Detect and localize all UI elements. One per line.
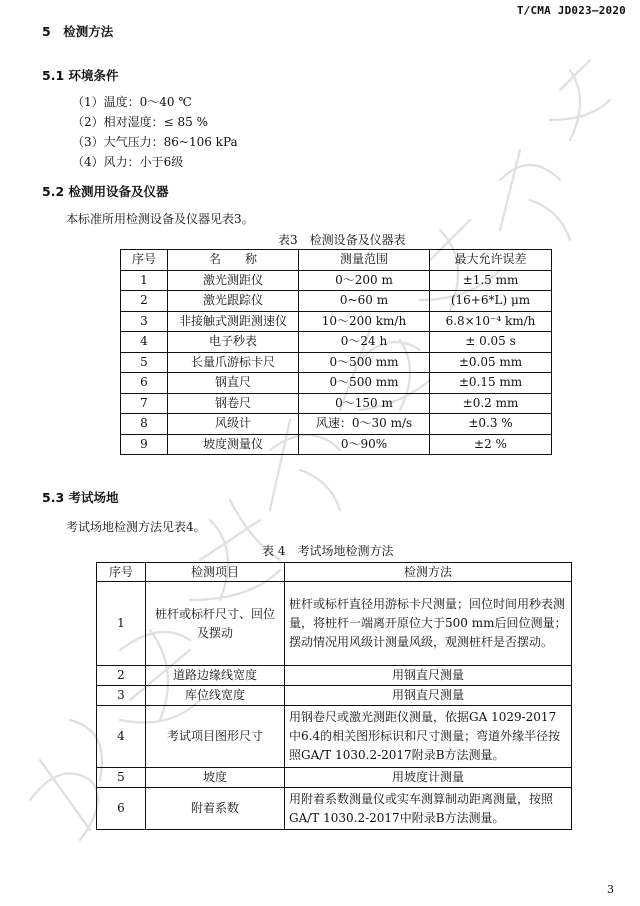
table3-caption: 表3 检测设备及仪器表	[278, 233, 406, 247]
column-header: 检测项目	[146, 563, 285, 582]
column-header: 检测方法	[285, 563, 572, 582]
page-number: 3	[607, 883, 614, 896]
table-row	[121, 311, 552, 332]
section-5-2-title: 5.2 检测用设备及仪器	[42, 184, 169, 199]
cell-range: 0～24 h	[299, 332, 430, 353]
cell-name: 钢直尺	[168, 373, 299, 394]
cell-method: 用坡度计测量	[285, 768, 572, 788]
cell-error: ±0.3 %	[430, 414, 552, 435]
section-5-1-title: 5.1 环境条件	[42, 68, 119, 83]
cell-range: 0～200 m	[299, 270, 430, 291]
cell-index: 4	[97, 706, 146, 768]
table4-caption: 表 4 考试场地检测方法	[262, 544, 394, 558]
cell-item: 附着系数	[146, 788, 285, 830]
table-header-row	[121, 250, 552, 271]
cell-range: 风速：0～30 m/s	[299, 414, 430, 435]
cell-method: 用钢直尺测量	[285, 666, 572, 686]
equipment-table	[120, 249, 552, 455]
cell-index: 9	[121, 434, 168, 455]
table-row	[121, 352, 552, 373]
table-row	[121, 373, 552, 394]
cell-index: 3	[97, 686, 146, 706]
section-5-3-intro: 考试场地检测方法见表4。	[66, 520, 206, 534]
cell-index: 4	[121, 332, 168, 353]
table-row	[121, 270, 552, 291]
table-row	[97, 582, 572, 666]
cell-range: 0~60 m	[299, 291, 430, 312]
cell-error: ±1.5 mm	[430, 270, 552, 291]
section-5-3-title: 5.3 考试场地	[42, 490, 119, 505]
cell-range: 0～500 mm	[299, 352, 430, 373]
env-item-humidity: （2）相对湿度：≤ 85 %	[72, 115, 208, 129]
cell-name: 风级计	[168, 414, 299, 435]
env-item-pressure: （3）大气压力：86~106 kPa	[72, 135, 238, 149]
cell-index: 2	[121, 291, 168, 312]
section-5-2-intro: 本标准所用检测设备及仪器见表3。	[66, 212, 254, 226]
cell-index: 2	[97, 666, 146, 686]
cell-index: 6	[97, 788, 146, 830]
table-row	[121, 393, 552, 414]
cell-index: 1	[97, 582, 146, 666]
cell-index: 5	[97, 768, 146, 788]
cell-index: 5	[121, 352, 168, 373]
cell-method: 用钢卷尺或激光测距仪测量，依据GA 1029-2017中6.4的相关图形标识和尺寸测量；弯道外缘半径按照GA/T 1030.2-2017附录B方法测量。	[285, 706, 572, 768]
cell-index: 1	[121, 270, 168, 291]
cell-method: 桩杆或标杆直径用游标卡尺测量；回位时间用秒表测量，将桩杆一端离开原位大于500 mm后回位测量；摆动情况用风级计测量风级，观测桩杆是否摆动。	[285, 582, 572, 666]
cell-error: ±0.15 mm	[430, 373, 552, 394]
env-item-temperature: （1）温度：0～40 ℃	[72, 95, 192, 109]
cell-error: ±0.2 mm	[430, 393, 552, 414]
cell-name: 电子秒表	[168, 332, 299, 353]
cell-name: 长量爪游标卡尺	[168, 352, 299, 373]
column-header: 最大允许误差	[430, 250, 552, 271]
cell-index: 6	[121, 373, 168, 394]
cell-error: ± 0.05 s	[430, 332, 552, 353]
cell-name: 激光跟踪仪	[168, 291, 299, 312]
cell-item: 考试项目图形尺寸	[146, 706, 285, 768]
table-row	[97, 666, 572, 686]
cell-method: 用钢直尺测量	[285, 686, 572, 706]
cell-item: 坡度	[146, 768, 285, 788]
cell-error: (16+6*L) μm	[430, 291, 552, 312]
table-row	[121, 332, 552, 353]
table-row	[97, 706, 572, 768]
cell-error: ±0.05 mm	[430, 352, 552, 373]
cell-index: 7	[121, 393, 168, 414]
document-code: T/CMA JD023—2020	[516, 4, 626, 17]
cell-name: 坡度测量仪	[168, 434, 299, 455]
column-header: 测量范围	[299, 250, 430, 271]
cell-error: ±2 %	[430, 434, 552, 455]
cell-item: 桩杆或标杆尺寸、回位及摆动	[146, 582, 285, 666]
cell-index: 8	[121, 414, 168, 435]
table-row	[97, 686, 572, 706]
cell-name: 激光测距仪	[168, 270, 299, 291]
table-row	[121, 414, 552, 435]
table-row	[121, 434, 552, 455]
section-5-title: 5 检测方法	[42, 24, 114, 39]
env-item-wind: （4）风力：小于6级	[72, 155, 184, 169]
table-row	[97, 768, 572, 788]
cell-range: 10～200 km/h	[299, 311, 430, 332]
cell-method: 用附着系数测量仪或实车测算制动距离测量，按照GA/T 1030.2-2017中附录B方法测量。	[285, 788, 572, 830]
table-row	[121, 291, 552, 312]
column-header: 名 称	[168, 250, 299, 271]
cell-item: 库位线宽度	[146, 686, 285, 706]
cell-range: 0～500 mm	[299, 373, 430, 394]
cell-error: 6.8×10⁻⁴ km/h	[430, 311, 552, 332]
table-row	[97, 788, 572, 830]
column-header: 序号	[97, 563, 146, 582]
site-inspection-table	[96, 562, 572, 830]
cell-index: 3	[121, 311, 168, 332]
cell-item: 道路边缘线宽度	[146, 666, 285, 686]
column-header: 序号	[121, 250, 168, 271]
cell-range: 0～90%	[299, 434, 430, 455]
table-header-row	[97, 563, 572, 582]
cell-name: 钢卷尺	[168, 393, 299, 414]
cell-range: 0～150 m	[299, 393, 430, 414]
cell-name: 非接触式测距测速仪	[168, 311, 299, 332]
